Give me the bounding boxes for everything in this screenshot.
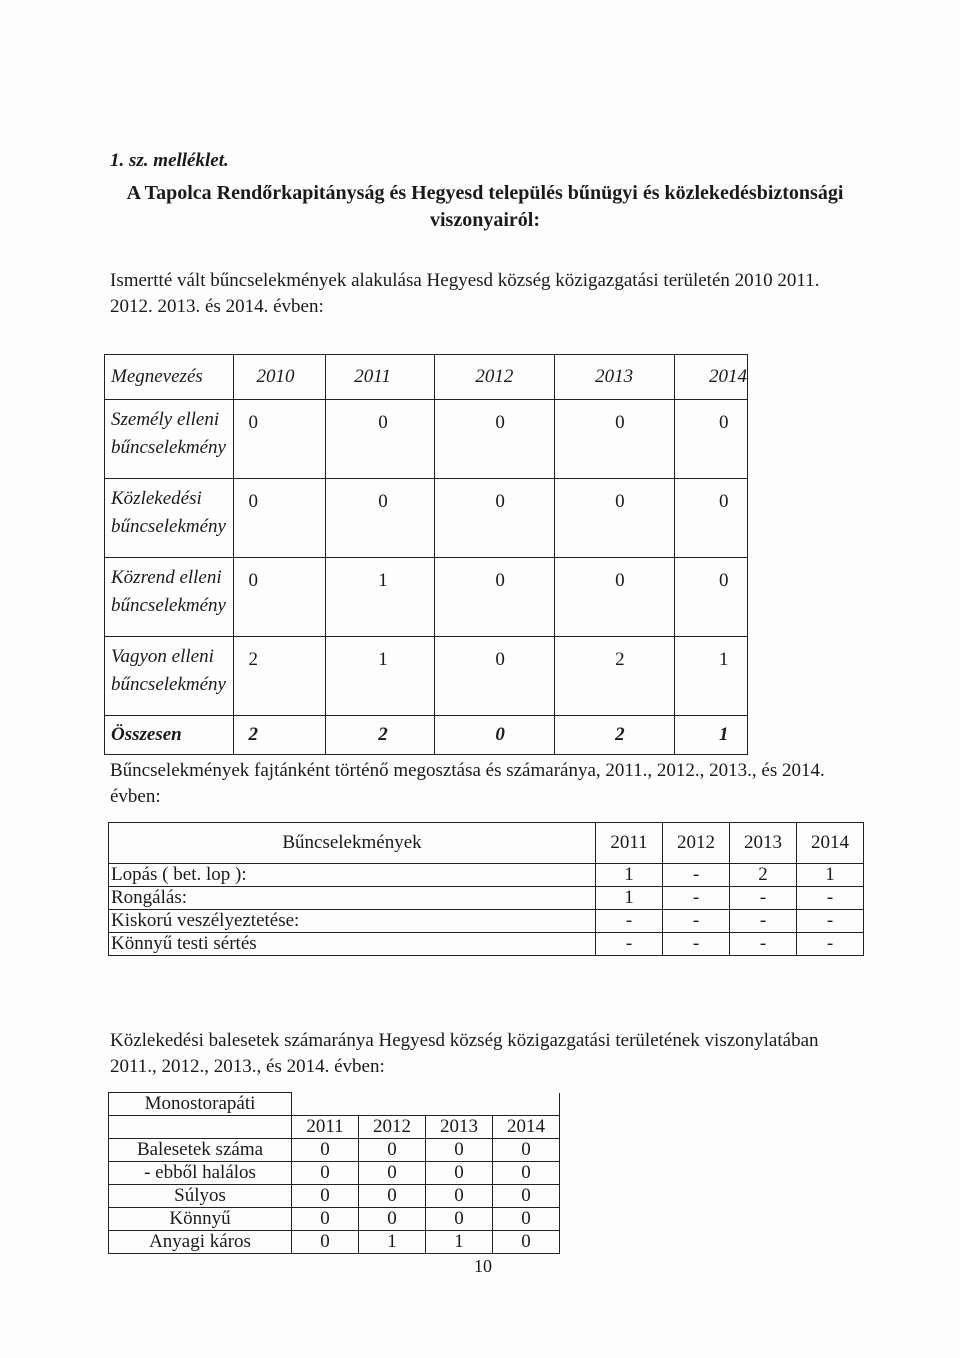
table-cell: 1	[326, 558, 435, 637]
table-cell: -	[730, 933, 797, 956]
table-row	[109, 864, 864, 887]
table-cell: 0	[426, 1208, 493, 1231]
row-label: - ebből halálos	[109, 1162, 292, 1185]
annex-label: 1. sz. melléklet.	[110, 150, 229, 171]
table-cell: 1	[797, 864, 864, 887]
table-cell: 1	[359, 1231, 426, 1254]
row-label: Személy elleni bűncselekmény	[105, 400, 234, 479]
table-row	[109, 1162, 560, 1185]
table-row	[109, 887, 864, 910]
table-row	[109, 1185, 560, 1208]
row-label: Anyagi káros	[109, 1231, 292, 1254]
table-cell: -	[596, 910, 663, 933]
blank-cell	[292, 1093, 560, 1116]
header-cell: 2012	[663, 823, 730, 864]
document-title	[110, 180, 860, 234]
table-cell: 2	[555, 637, 675, 716]
table-row	[105, 479, 748, 558]
table-cell: 1	[596, 864, 663, 887]
header-cell: Bűncselekmények	[109, 823, 596, 864]
header-cell: 2011	[326, 355, 435, 400]
table-cell: 0	[555, 558, 675, 637]
table-row	[105, 637, 748, 716]
table-cell: 2	[234, 637, 326, 716]
total-cell: 0	[435, 716, 555, 755]
header-cell: 2013	[555, 355, 675, 400]
header-cell: 2014	[675, 355, 748, 400]
table-row	[109, 933, 864, 956]
table-cell: -	[663, 864, 730, 887]
table-cell: 0	[435, 558, 555, 637]
row-label: Lopás ( bet. lop ):	[109, 864, 596, 887]
table-cell: 0	[234, 558, 326, 637]
table-row	[105, 558, 748, 637]
table-row	[105, 400, 748, 479]
table-row	[109, 1231, 560, 1254]
title-line-2: viszonyairól:	[430, 209, 540, 231]
table-cell: 0	[675, 479, 748, 558]
crime-type-table	[108, 822, 864, 956]
table-cell: 0	[234, 479, 326, 558]
table-cell: 0	[426, 1185, 493, 1208]
table-cell: 0	[555, 400, 675, 479]
header-cell: 2014	[493, 1116, 560, 1139]
intro-paragraph: Ismertté vált bűncselekmények alakulása Hegyesd község közigazgatási területén 2010 2011. 2012. 2013. és 2014. évben:	[110, 270, 820, 317]
table-cell: -	[797, 910, 864, 933]
table-cell: 0	[675, 558, 748, 637]
total-cell: 1	[675, 716, 748, 755]
table-cell: -	[730, 887, 797, 910]
table-cell: 0	[359, 1208, 426, 1231]
table-header-row	[105, 355, 748, 400]
table-cell: 0	[435, 479, 555, 558]
row-label: Súlyos	[109, 1185, 292, 1208]
table-cell: 0	[555, 479, 675, 558]
header-cell: 2011	[596, 823, 663, 864]
table-cell: 0	[493, 1208, 560, 1231]
table-cell: 1	[596, 887, 663, 910]
table-cell: 0	[435, 400, 555, 479]
header-cell: 2013	[426, 1116, 493, 1139]
table-cell: 1	[426, 1231, 493, 1254]
header-cell: 2012	[359, 1116, 426, 1139]
table-cell: 0	[359, 1162, 426, 1185]
row-label: Vagyon elleni bűncselekmény	[105, 637, 234, 716]
table-cell: 0	[292, 1231, 359, 1254]
table-cell: 0	[359, 1139, 426, 1162]
table-cell: 0	[292, 1185, 359, 1208]
table-cell: 0	[326, 479, 435, 558]
total-cell: 2	[234, 716, 326, 755]
table-cell: 0	[292, 1208, 359, 1231]
table-cell: 0	[292, 1162, 359, 1185]
accidents-table	[108, 1092, 560, 1254]
total-cell: 2	[326, 716, 435, 755]
total-cell: 2	[555, 716, 675, 755]
accidents-paragraph: Közlekedési balesetek számaránya Hegyesd község közigazgatási területének viszonylatában 2011., 2012., 2013., és 2014. évben:	[110, 1030, 819, 1077]
table-cell: -	[797, 887, 864, 910]
table-title: Monostorapáti	[109, 1093, 292, 1116]
title-line-1: A Tapolca Rendőrkapitányság és Hegyesd település bűnügyi és közlekedésbiztonsági	[126, 182, 844, 204]
total-row	[105, 716, 748, 755]
table-cell: -	[663, 887, 730, 910]
header-cell: 2013	[730, 823, 797, 864]
table-cell: -	[663, 933, 730, 956]
table-row	[109, 1208, 560, 1231]
crime-summary-table	[104, 354, 748, 755]
table-cell: 0	[426, 1139, 493, 1162]
table-cell: -	[797, 933, 864, 956]
table-cell: 0	[493, 1139, 560, 1162]
table-cell: -	[730, 910, 797, 933]
table-row	[109, 1139, 560, 1162]
table-cell: 0	[359, 1185, 426, 1208]
table-cell: -	[596, 933, 663, 956]
table-cell: 0	[234, 400, 326, 479]
table-cell: 2	[730, 864, 797, 887]
row-label: Könnyű testi sértés	[109, 933, 596, 956]
row-label: Könnyű	[109, 1208, 292, 1231]
table-header-row	[109, 823, 864, 864]
header-cell: 2010	[234, 355, 326, 400]
header-cell: 2014	[797, 823, 864, 864]
header-cell: 2011	[292, 1116, 359, 1139]
table-cell: 0	[292, 1139, 359, 1162]
table-cell: -	[663, 910, 730, 933]
blank-cell	[109, 1116, 292, 1139]
total-label: Összesen	[105, 716, 234, 755]
row-label: Kiskorú veszélyeztetése:	[109, 910, 596, 933]
table-cell: 1	[675, 637, 748, 716]
table-cell: 0	[426, 1162, 493, 1185]
table-cell: 0	[435, 637, 555, 716]
row-label: Rongálás:	[109, 887, 596, 910]
table-cell: 0	[493, 1185, 560, 1208]
table-title-row	[109, 1093, 560, 1116]
header-cell: 2012	[435, 355, 555, 400]
table-row	[109, 910, 864, 933]
row-label: Közlekedési bűncselekmény	[105, 479, 234, 558]
header-cell: Megnevezés	[105, 355, 234, 400]
breakdown-paragraph: Bűncselekmények fajtánként történő megosztása és számaránya, 2011., 2012., 2013., és 2014. évben:	[110, 760, 825, 807]
row-label: Balesetek száma	[109, 1139, 292, 1162]
table-cell: 0	[326, 400, 435, 479]
table-header-row	[109, 1116, 560, 1139]
table-cell: 1	[326, 637, 435, 716]
table-cell: 0	[493, 1231, 560, 1254]
row-label: Közrend elleni bűncselekmény	[105, 558, 234, 637]
page-number: 10	[474, 1256, 492, 1276]
table-cell: 0	[675, 400, 748, 479]
table-cell: 0	[493, 1162, 560, 1185]
